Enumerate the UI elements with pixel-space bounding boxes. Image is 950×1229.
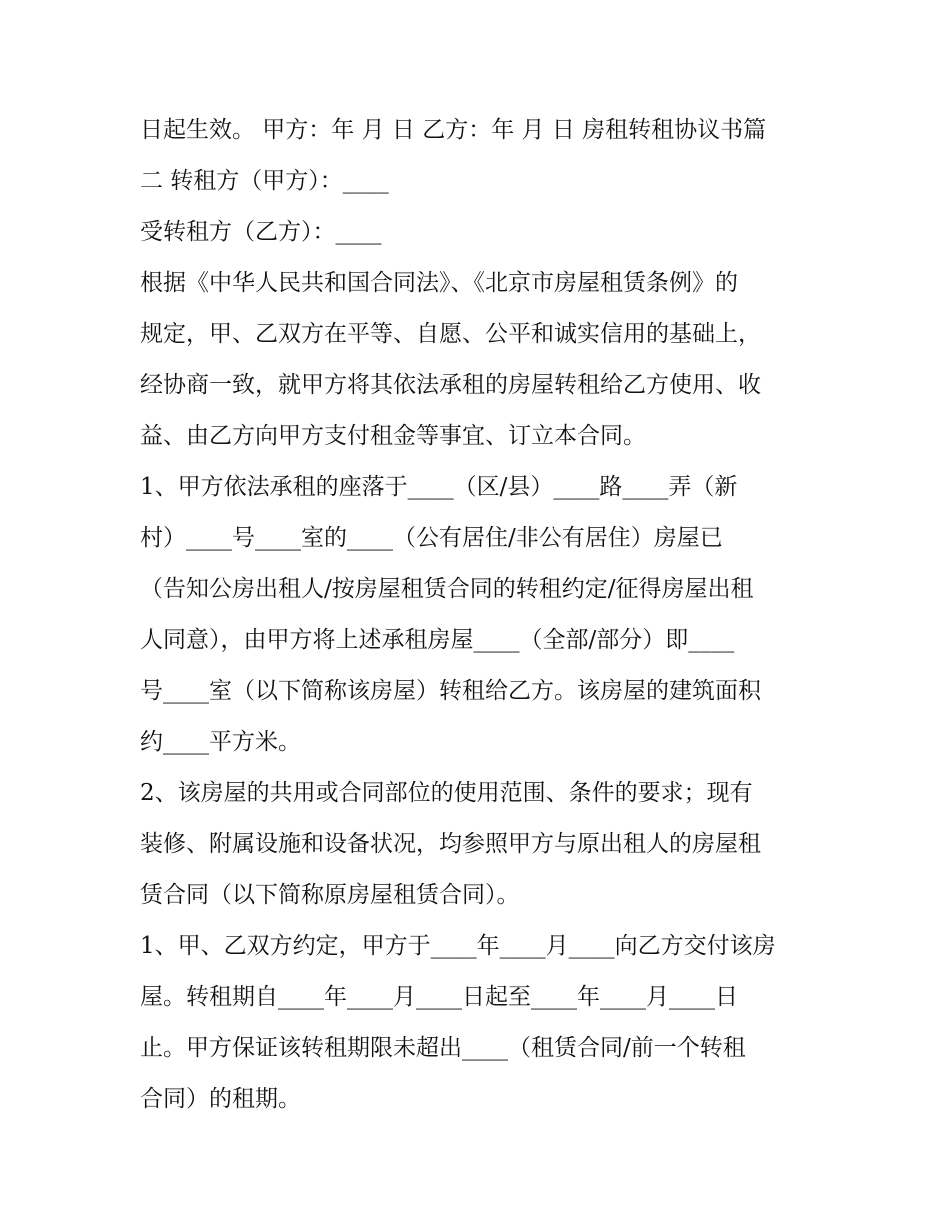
- text-line: 号____室（以下简称该房屋）转租给乙方。该房屋的建筑面积: [140, 678, 761, 704]
- text-line: 2、该房屋的共用或合同部位的使用范围、条件的要求；现有: [140, 780, 753, 806]
- text-line: （告知公房出租人/按房屋租赁合同的转租约定/征得房屋出租: [140, 576, 754, 602]
- text-line: 赁合同（以下简称原房屋租赁合同）。: [140, 882, 520, 908]
- text-line: 1、甲、乙双方约定，甲方于____年____月____向乙方交付该房: [140, 933, 776, 959]
- text-line: 屋。转租期自____年____月____日起至____年____月____日: [140, 984, 738, 1010]
- text-line: 装修、附属设施和设备状况，均参照甲方与原出租人的房屋租: [140, 831, 761, 857]
- text-line: 人同意），由甲方将上述承租房屋____（全部/部分）即____: [140, 627, 735, 653]
- text-line: 益、由乙方向甲方支付租金等事宜、订立本合同。: [140, 423, 646, 449]
- text-line: 受转租方（乙方）：____: [140, 219, 382, 245]
- document-body: [140, 105, 820, 1125]
- text-line: 根据《中华人民共和国合同法》、《北京市房屋租赁条例》的: [140, 270, 738, 296]
- text-line: 合同）的租期。: [140, 1086, 301, 1112]
- text-line: 规定，甲、乙双方在平等、自愿、公平和诚实信用的基础上，: [140, 321, 761, 347]
- text-line: 约____平方米。: [140, 729, 301, 755]
- text-line: 日起生效。 甲方：年 月 日 乙方：年 月 日 房租转租协议书篇: [140, 117, 767, 143]
- text-line: 二 转租方（甲方）：____: [140, 168, 389, 194]
- text-line: 经协商一致，就甲方将其依法承租的房屋转租给乙方使用、收: [140, 372, 761, 398]
- text-line: 村）____号____室的____（公有居住/非公有居住）房屋已: [140, 525, 723, 551]
- text-line: 1、甲方依法承租的座落于____（区/县）____路____弄（新: [140, 474, 738, 500]
- text-line: 止。甲方保证该转租期限未超出____（租赁合同/前一个转租: [140, 1035, 746, 1061]
